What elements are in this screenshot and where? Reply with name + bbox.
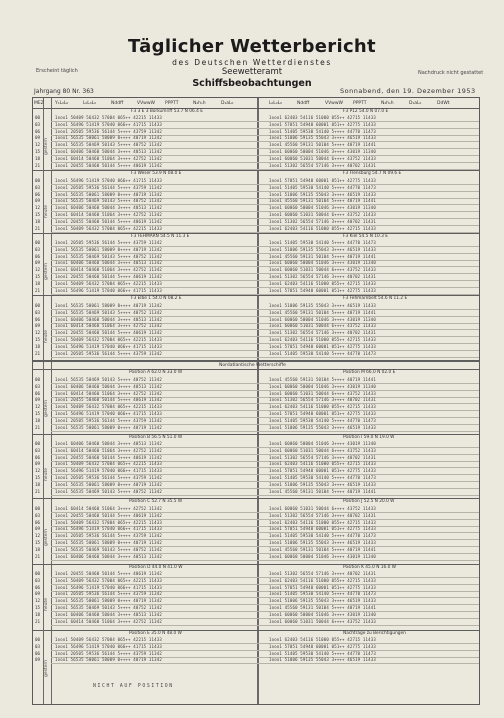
table-row: 1ooo1 20455 50460 50144 5++++ 40619 11342 [55,330,162,336]
table-row: 1ooo1 51405 59530 54140 5++++ 44770 11473 [269,417,376,423]
section-label-right: Nachträge zu Berichtigungen [343,631,406,636]
table-row: 1ooo1 60060 51031 50044 6++++ 43752 11433 [269,447,376,453]
row-rule [51,357,479,358]
hour-label: 03 [35,512,41,518]
hour-label: 21 [35,488,41,494]
row-rule [51,431,479,432]
hour-label: 15 [35,475,41,480]
table-row: 1ooo1 45560 59131 50104 5++++ 40719 11441 [269,142,376,148]
issue-date: Sonnabend, den 19. Dezember 1953 [340,87,476,95]
table-row: 1ooo1 57051 54940 60001 051++ 42775 11433 [269,643,376,649]
day-group-label: heute [44,597,49,611]
section-divider [33,434,479,435]
table-row: 1ooo1 62403 54116 51000 055++ 42715 11433 [269,225,376,231]
table-row: 1ooo1 51302 56554 57146 3++++ 40702 11431 [269,218,376,224]
hour-label: 00 [35,441,41,446]
section-label-left: Position E 35.0 N 48.0 W [129,631,182,636]
table-row: 1ooo1 56496 51419 57040 066++ 41715 11433 [55,468,162,474]
table-row: 1ooo1 51405 59530 54140 5++++ 44770 11473 [269,240,376,245]
hour-label: 03 [35,309,41,315]
table-row: 1ooo1 57051 54940 60001 051++ 42775 11433 [269,584,376,590]
col-right-3: VVwwW [325,101,343,106]
table-row: 1ooo1 56535 50469 50143 5++++ 40752 11342 [55,488,162,494]
table-row: 1ooo1 60060 51031 50044 6++++ 43752 11433 [269,212,376,217]
table-row: 1ooo1 62403 54116 51000 055++ 42715 11433 [269,280,376,286]
col-right-2: Nddff [297,101,310,106]
table-row: 1ooo1 56496 51419 57040 066++ 41715 11433 [55,343,162,349]
hour-label: 18 [35,155,41,161]
hour-label: 03 [35,643,41,649]
table-row: 1ooo1 60414 50460 51064 3++++ 42752 11342 [55,155,162,161]
table-row: 1ooo1 56535 50469 50143 5++++ 40752 11342 [55,546,162,552]
table-row: 1ooo1 50409 56432 57004 065++ 42215 11433 [55,461,162,467]
section-divider [33,170,479,171]
col-right-4: PPPTT [353,101,367,106]
hour-label: 21 [35,225,41,231]
table-row: 1ooo1 60406 50460 50044 3++++ 40513 11342 [55,316,162,322]
hour-label: 18 [35,546,41,552]
table-row: 1ooo1 56535 50469 50143 5++++ 40752 11342 [55,253,162,259]
hour-label: 21 [35,553,41,559]
day-group-label: gestern [44,399,49,417]
table-row: 1ooo1 20505 59536 56144 5++++ 43759 11342 [55,591,162,597]
observation-table [32,97,480,705]
table-row: 1ooo1 60406 50460 50044 3++++ 40513 11342 [55,205,162,211]
hour-label: 15 [35,212,41,217]
table-row: 1ooo1 60060 50004 51046 3++++ 43019 11340 [269,383,376,389]
table-row: 1ooo1 51302 56554 57146 3++++ 40702 11431 [269,397,376,403]
section-divider [33,498,479,499]
table-row: 1ooo1 50409 56432 57004 065++ 42215 11433 [55,337,162,342]
hour-label: 03 [35,383,41,389]
table-row: 1ooo1 56535 50061 58009 0++++ 40719 11342 [55,246,162,252]
hour-column-header: MEZ [34,101,44,106]
section-label-left: Position A 62.0 N 33.0 W [129,370,183,375]
table-row: 1ooo1 51405 59530 54140 5++++ 44770 11473 [269,475,376,480]
section-label-left: Position C 52.7 N 35.5 W [129,499,183,504]
report-subtitle-section: Schiffsbeobachtungen [192,78,312,89]
table-row: 1ooo1 60060 51031 50044 6++++ 43752 11433 [269,390,376,396]
section-divider [33,369,479,370]
table-row: 1ooo1 51405 59530 54140 5++++ 44770 11473 [269,350,376,356]
table-row: 1ooo1 62403 54116 51000 055++ 42715 11433 [269,337,376,342]
table-row: 1ooo1 56496 51419 57040 066++ 41715 11433 [55,178,162,183]
col-right-5: N₂hₛh [381,101,394,106]
hour-label: 03 [35,577,41,583]
hour-label: 09 [35,198,41,204]
hour-label: 00 [35,506,41,511]
section-label-right: F3 P12 54.0 N 07.0 E [343,109,389,114]
table-row: 1ooo1 56535 50061 58009 0++++ 40719 11342 [55,657,162,663]
table-row: 1ooo1 51302 56554 57146 3++++ 40702 11431 [269,571,376,576]
table-row: 1ooo1 62403 54116 51000 055++ 42715 11433 [269,577,376,583]
hour-label: 00 [35,115,41,120]
day-group-label: gestern [44,528,49,546]
hour-label: 06 [35,191,41,197]
table-row: 1ooo1 51405 59530 54140 5++++ 44770 11473 [269,591,376,597]
table-row: 1ooo1 60414 50460 51064 3++++ 42752 11342 [55,618,162,624]
section-label-left: F3 Weser 53.9 N 08.0 E [131,171,182,176]
table-row: 1ooo1 51302 56554 57146 3++++ 40702 11431 [269,162,376,168]
hour-label: 18 [35,280,41,286]
section-label-right: F3 Flensburg 54.7 N 09.6 E [343,171,402,176]
hour-label: 18 [35,343,41,349]
row-rule [51,495,479,496]
hour-label: 15 [35,149,41,154]
table-row: 1ooo1 56535 50469 50143 5++++ 40752 11342 [55,377,162,382]
hour-label: 09 [35,260,41,266]
table-row: 1ooo1 60414 50460 51064 3++++ 42752 11342 [55,323,162,329]
table-row: 1ooo1 60060 51031 50044 6++++ 43752 11433 [269,267,376,273]
table-row: 1ooo1 50409 56432 57004 065++ 42215 11433 [55,404,162,410]
table-row: 1ooo1 62403 54116 51000 055++ 42715 11433 [269,637,376,642]
table-row: 1ooo1 56535 50469 50143 5++++ 40752 11342 [55,198,162,204]
hour-label: 21 [35,350,41,356]
hour-label: 12 [35,598,41,604]
table-row: 1ooo1 56535 50061 58009 0++++ 40719 11342 [55,424,162,430]
table-row: 1ooo1 50409 56432 57004 065++ 42215 11433 [55,519,162,525]
table-row: 1ooo1 50409 56432 57004 065++ 42215 11433 [55,280,162,286]
hour-label: 06 [35,390,41,396]
section-divider [33,630,479,631]
table-row: 1ooo1 51006 59135 55043 3++++ 46519 11433 [269,135,376,141]
table-row: 1ooo1 20505 59536 56144 5++++ 43759 11342 [55,650,162,656]
section-divider [33,360,479,362]
table-row: 1ooo1 60060 50004 51046 3++++ 43019 11340 [269,441,376,446]
hour-label: 06 [35,650,41,656]
section-label-right: F3 Fehmarnbelt 54.6 N 11.2 E [343,296,408,301]
col-left-7: D₁aL₀ [221,101,234,106]
hour-label: 12 [35,533,41,539]
table-row: 1ooo1 45560 59131 50104 5++++ 40719 11441 [269,253,376,259]
table-row: 1ooo1 51006 59135 55043 3++++ 46519 11433 [269,424,376,430]
hour-label: 18 [35,481,41,487]
table-row: 1ooo1 60406 50460 50044 3++++ 40513 11342 [55,149,162,154]
hour-label: 00 [35,240,41,245]
table-row: 1ooo1 57051 54940 60001 051++ 42775 11433 [269,411,376,416]
table-row: 1ooo1 56496 51419 57040 066++ 41715 11433 [55,287,162,293]
hour-label: 03 [35,246,41,252]
section-label-right: Position I 59.0 N 19.0 W [343,435,395,440]
table-row: 1ooo1 57051 54940 60001 051++ 42775 11433 [269,178,376,183]
section-label-left: F3 3 E 3 Borkumriff 53.7 N 06.4 E [131,109,203,114]
table-row: 1ooo1 60060 50004 51046 3++++ 43019 11340 [269,553,376,559]
table-row: 1ooo1 56496 51419 57040 066++ 41715 11433 [55,121,162,127]
table-row: 1ooo1 45560 59131 50104 5++++ 40719 11441 [269,198,376,204]
row-rule [51,663,479,664]
table-row: 1ooo1 60414 50460 51064 3++++ 42752 11342 [55,267,162,273]
table-row: 1ooo1 20505 59536 56144 5++++ 43759 11342 [55,240,162,245]
table-row: 1ooo1 60414 50460 51064 3++++ 42752 11342 [55,390,162,396]
table-row: 1ooo1 20505 59536 56144 5++++ 43759 11342 [55,184,162,190]
hour-label: 09 [35,461,41,467]
hour-label: 09 [35,135,41,141]
section-divider [33,233,479,234]
table-row: 1ooo1 60414 50460 51064 3++++ 42752 11342 [55,212,162,217]
table-row: 1ooo1 50409 56432 57004 065++ 42215 11433 [55,115,162,120]
hour-label: 18 [35,218,41,224]
table-row: 1ooo1 57051 54940 60001 051++ 42775 11433 [269,343,376,349]
section-label-left: Position D 44.0 N 41.0 W [129,565,183,570]
table-row: 1ooo1 50409 56432 57004 065++ 42215 11433 [55,225,162,231]
table-row: 1ooo1 56535 50469 50143 5++++ 40752 11342 [55,605,162,610]
hour-label: 15 [35,540,41,545]
hour-label: 12 [35,267,41,273]
table-row: 1ooo1 20505 59536 56144 5++++ 43759 11342 [55,128,162,134]
hour-label: 03 [35,184,41,190]
day-group-label: gestern [44,137,49,155]
hour-label: 00 [35,178,41,183]
table-row: 1ooo1 60406 50460 50044 3++++ 40513 11342 [55,611,162,617]
table-row: 1ooo1 60060 50004 51046 3++++ 43019 11340 [269,316,376,322]
table-row: 1ooo1 51405 59530 54140 5++++ 44770 11473 [269,128,376,134]
table-row: 1ooo1 51302 56554 57146 3++++ 40702 11431 [269,512,376,518]
table-row: 1ooo1 60060 51031 50044 6++++ 43752 11433 [269,506,376,511]
table-row: 1ooo1 60060 50004 51046 3++++ 43019 11340 [269,205,376,211]
section-label-left: F3 Elbe 1 54.0 N 08.2 E [131,296,182,301]
table-row: 1ooo1 60406 50460 50044 3++++ 40513 11342 [55,441,162,446]
day-group-label: heute [44,204,49,218]
table-row: 1ooo1 56496 51419 57040 066++ 41715 11433 [55,526,162,532]
table-row: 1ooo1 51006 59135 55043 3++++ 46519 11433 [269,481,376,487]
table-row: 1ooo1 20455 50460 50144 5++++ 40619 11342 [55,512,162,518]
hour-label: 09 [35,526,41,532]
table-row: 1ooo1 56496 51419 57040 066++ 41715 11433 [55,584,162,590]
hour-label: 21 [35,162,41,168]
section-label-right: Position K 45.0 N 16.0 W [343,565,396,570]
table-row: 1ooo1 51006 59135 55043 3++++ 46519 11433 [269,540,376,545]
col-left-3: Nddff [111,101,124,106]
hour-label: 03 [35,121,41,127]
hour-label: 06 [35,316,41,322]
table-row: 1ooo1 60060 50004 51046 3++++ 43019 11340 [269,149,376,154]
table-row: 1ooo1 51006 59135 55043 3++++ 46519 11433 [269,303,376,308]
col-left-2: L₀L₀L₀ [83,101,96,106]
col-left-5: PPPTT [165,101,179,106]
table-row: 1ooo1 62403 54116 51000 055++ 42715 11433 [269,461,376,467]
table-row: 1ooo1 56535 50061 58009 0++++ 40719 11342 [55,598,162,604]
section-label-right: Position M 66.0 N 02.0 E [343,370,396,375]
section-label-right: F3 Kiel 54.5 N 10.3 E [343,234,388,239]
table-row: 1ooo1 60060 51031 50044 6++++ 43752 11433 [269,618,376,624]
hour-label: 06 [35,584,41,590]
row-rule [51,169,479,170]
table-row: 1ooo1 56535 50469 50143 5++++ 40752 11342 [55,309,162,315]
table-row: 1ooo1 20455 50460 50144 5++++ 40619 11342 [55,571,162,576]
table-row: 1ooo1 57051 54940 60001 051++ 42775 11433 [269,468,376,474]
hour-label: 09 [35,657,41,663]
atlantic-ships-header: Nordatlantische Wetterschiffe [219,363,286,368]
day-group-label: heute [44,467,49,481]
table-row: 1ooo1 62403 54116 51000 055++ 42715 11433 [269,115,376,120]
table-row: 1ooo1 56496 51419 57040 066++ 41715 11433 [55,411,162,416]
table-row: 1ooo1 20455 50460 50144 5++++ 40619 11342 [55,162,162,168]
row-rule [51,294,479,295]
table-row: 1ooo1 62403 54116 51000 055++ 42715 11433 [269,519,376,525]
table-row: 1ooo1 60060 51031 50044 6++++ 43752 11433 [269,155,376,161]
row-rule [51,232,479,233]
col-right-1: L₀L₀L₀ [269,101,282,106]
header-divider [33,108,479,109]
hour-label: 03 [35,447,41,453]
hour-label: 12 [35,142,41,148]
table-row: 1ooo1 60406 50460 50044 3++++ 40513 11342 [55,553,162,559]
table-row: 1ooo1 51006 59135 55043 3++++ 46519 11433 [269,191,376,197]
col-left-6: N₂hₛh [193,101,206,106]
table-row: 1ooo1 60060 50004 51046 3++++ 43019 11340 [269,260,376,266]
hour-label: 12 [35,468,41,474]
table-row: 1ooo1 60406 50460 50044 3++++ 40513 11342 [55,383,162,389]
hour-label: 15 [35,274,41,279]
table-row: 1ooo1 62403 54116 51000 055++ 42715 11433 [269,404,376,410]
hour-label: 00 [35,571,41,576]
table-row: 1ooo1 20505 59536 56144 5++++ 43759 11342 [55,475,162,480]
section-label-left: Position B 56.5 N 51.0 W [129,435,183,440]
col-left-1: Y₁L₀L₀ [55,101,69,106]
report-subtitle-office: Seewetteramt [221,67,283,77]
hour-label: 21 [35,618,41,624]
hour-label: 09 [35,323,41,329]
table-row: 1ooo1 45560 59131 50104 5++++ 40719 11441 [269,546,376,552]
table-row: 1ooo1 57051 54940 60001 051++ 42775 11433 [269,287,376,293]
divider-center [257,98,259,704]
table-row: 1ooo1 60414 50460 51064 3++++ 42752 11342 [55,447,162,453]
table-row: 1ooo1 51405 59530 54140 5++++ 44770 11473 [269,533,376,539]
table-row: 1ooo1 51405 59530 54140 5++++ 44770 11473 [269,184,376,190]
table-row: 1ooo1 57051 54940 60001 051++ 42775 11433 [269,526,376,532]
hour-label: 15 [35,337,41,342]
col-right-6: D₁aL₀ [409,101,422,106]
table-row: 1ooo1 56535 50469 50143 5++++ 40752 11342 [55,142,162,148]
table-row: 1ooo1 51302 56554 57146 3++++ 40702 11431 [269,454,376,460]
hour-label: 15 [35,605,41,610]
col-left-4: VVwwW [137,101,155,106]
hour-label: 09 [35,591,41,597]
hour-label: 21 [35,287,41,293]
table-row: 1ooo1 45560 59131 50104 5++++ 40719 11441 [269,605,376,610]
section-divider [33,564,479,565]
not-on-position-note: NICHT AUF POSITION [93,684,174,689]
reprint-note: Nachdruck nicht gestattet [418,70,484,76]
hour-label: 00 [35,637,41,642]
table-row: 1ooo1 51006 59135 55043 3++++ 46519 11433 [269,657,376,663]
table-row: 1ooo1 51006 59135 55043 3++++ 46519 11433 [269,246,376,252]
day-group-label: heute [44,329,49,343]
hour-label: 06 [35,519,41,525]
table-row: 1ooo1 56535 50061 58009 0++++ 40719 11342 [55,303,162,308]
row-rule [51,625,479,626]
table-row: 1ooo1 20455 50460 50144 5++++ 40619 11342 [55,454,162,460]
hour-label: 06 [35,128,41,134]
table-row: 1ooo1 20455 50460 50144 5++++ 40619 11342 [55,218,162,224]
hour-label: 12 [35,205,41,211]
hour-label: 21 [35,424,41,430]
table-row: 1ooo1 50409 56432 57004 065++ 42215 11433 [55,577,162,583]
table-row: 1ooo1 45560 59131 50104 5++++ 40719 11441 [269,309,376,315]
table-row: 1ooo1 20505 59536 56144 5++++ 43759 11342 [55,350,162,356]
table-row: 1ooo1 51006 59135 55043 3++++ 46519 11433 [269,598,376,604]
section-label-left: F3 FEHMARN 54.5 N 11.3 E [131,234,190,239]
table-row: 1ooo1 20455 50460 50144 5++++ 40619 11342 [55,274,162,279]
table-row: 1ooo1 60406 50460 50044 3++++ 40513 11342 [55,260,162,266]
table-row: 1ooo1 51302 56554 57146 3++++ 40702 11431 [269,330,376,336]
table-row: 1ooo1 45560 59131 50104 5++++ 40719 11441 [269,377,376,382]
table-row: 1ooo1 20455 50460 50144 5++++ 40619 11342 [55,397,162,403]
table-row: 1ooo1 56535 50061 58009 0++++ 40719 11342 [55,135,162,141]
day-group-label: gestern [44,262,49,280]
report-title: Täglicher Wetterbericht [128,36,376,57]
table-row: 1ooo1 50409 56432 57004 065++ 42215 11433 [55,637,162,642]
hour-label: 06 [35,253,41,259]
table-row: 1ooo1 56535 50061 58009 0++++ 40719 11342 [55,191,162,197]
table-row: 1ooo1 56535 50061 58009 0++++ 40719 11342 [55,481,162,487]
row-rule [51,560,479,561]
hour-label: 12 [35,404,41,410]
hour-label: 00 [35,303,41,308]
hour-label: 09 [35,397,41,403]
table-row: 1ooo1 51405 59530 54140 5++++ 44770 11473 [269,650,376,656]
hour-label: 18 [35,611,41,617]
table-row: 1ooo1 20505 59536 56144 5++++ 43759 11342 [55,533,162,539]
table-row: 1ooo1 20505 59536 56144 5++++ 43759 11342 [55,417,162,423]
publication-note: Erscheint täglich [36,68,78,74]
issue-number: Jahrgang 80 Nr. 363 [34,88,94,95]
hour-label: 15 [35,411,41,416]
table-row: 1ooo1 57051 54940 60001 051++ 42775 11433 [269,121,376,127]
divider-group [51,98,52,704]
table-row: 1ooo1 51302 56554 57146 3++++ 40702 11431 [269,274,376,279]
col-right-7: DdWt [437,101,450,106]
table-row: 1ooo1 60060 50004 51046 3++++ 43019 11340 [269,611,376,617]
hour-label: 18 [35,417,41,423]
hour-label: 06 [35,454,41,460]
section-label-right: Position J 52.5 N 20.0 W [343,499,395,504]
hour-label: 00 [35,377,41,382]
section-divider [33,295,479,296]
table-row: 1ooo1 60414 50460 51064 3++++ 42752 11342 [55,506,162,511]
table-row: 1ooo1 45560 59131 50104 5++++ 40719 11441 [269,488,376,494]
day-group-label: gestern [44,659,49,677]
table-row: 1ooo1 56535 50061 58009 0++++ 40719 11342 [55,540,162,545]
hour-label: 12 [35,330,41,336]
table-row: 1ooo1 60060 51031 50044 6++++ 43752 11433 [269,323,376,329]
report-subtitle: des Deutschen Wetterdienstes [172,58,332,67]
table-row: 1ooo1 56496 51419 57040 066++ 41715 11433 [55,643,162,649]
